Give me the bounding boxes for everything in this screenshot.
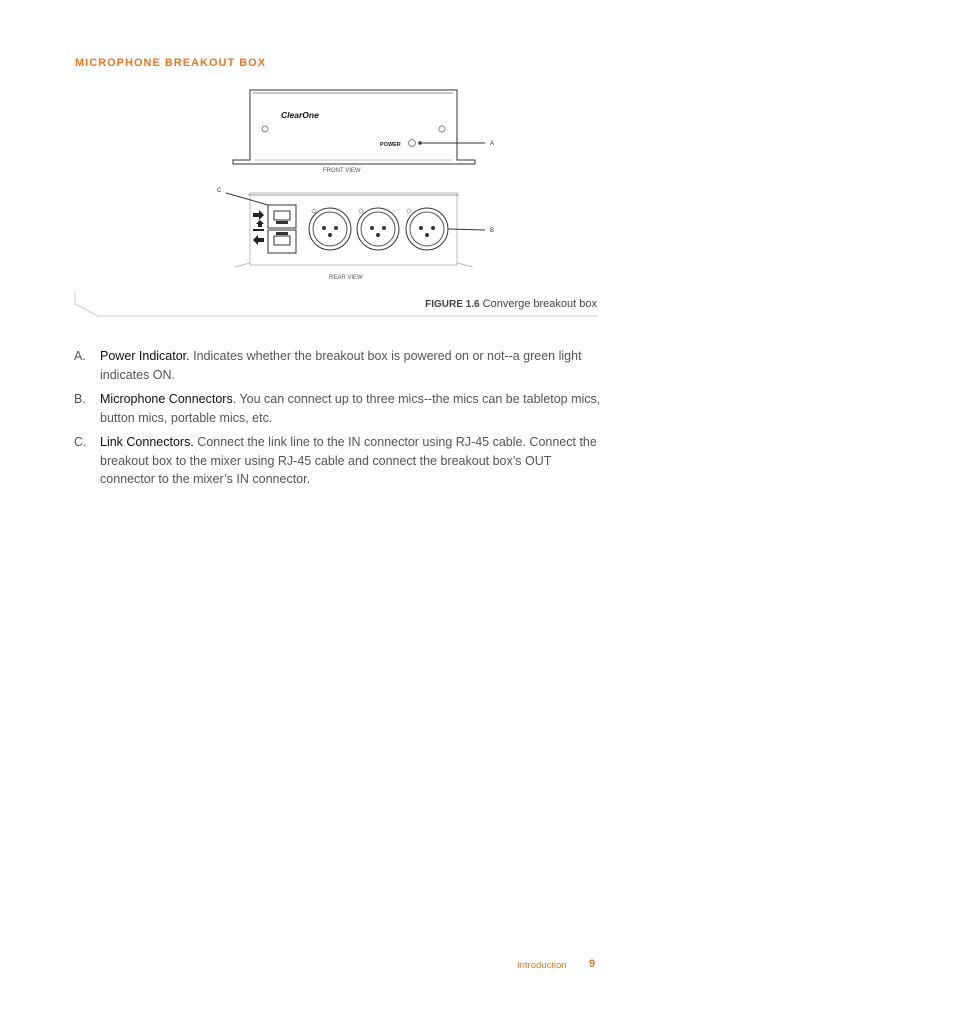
figure-number: FIGURE 1.6 [425, 299, 480, 310]
breakout-box-figure [60, 80, 605, 281]
rear-view-label: REAR VIEW [329, 275, 363, 281]
xlr-connector-2 [357, 208, 399, 250]
callout-b: B [490, 228, 495, 234]
page-number: 9 [589, 958, 596, 970]
callout-c: C [217, 188, 222, 194]
list-item [74, 347, 604, 384]
item-term: Power Indicator. [100, 349, 190, 363]
xlr-connector-1 [309, 208, 351, 250]
item-text: Connect the link line to the IN connector using RJ-45 cable. Connect the breakout box to the mixer using RJ-45 cable and connect the breakout box’s OUT connector to the mixer’s IN connector. [100, 435, 597, 486]
item-letter: A. [74, 349, 86, 363]
item-letter: B. [74, 392, 86, 406]
front-view-label: FRONT VIEW [323, 168, 361, 174]
description-list [74, 347, 604, 495]
power-led-icon [409, 140, 416, 147]
item-term: Microphone Connectors [100, 392, 233, 406]
item-text: Indicates whether the breakout box is powered on or not--a green light indicates ON. [100, 349, 582, 382]
item-letter: C. [74, 435, 87, 449]
footer-section-name: Introduction [517, 960, 567, 971]
link-arrows-icon [253, 210, 264, 245]
front-view-drawing [233, 90, 485, 164]
list-item [74, 390, 604, 427]
rear-view-drawing [226, 193, 485, 267]
xlr-connector-3 [406, 208, 448, 250]
figure-caption-text: Converge breakout box [482, 298, 597, 310]
item-text: . You can connect up to three mics--the mics can be tabletop mics, button mics, portable mics, etc. [100, 392, 601, 425]
rj45-out-port [268, 205, 296, 228]
power-label: POWER [380, 142, 401, 148]
list-item [74, 433, 604, 489]
item-term: Link Connectors. [100, 435, 194, 449]
figure-caption [425, 298, 597, 310]
section-title: MICROPHONE BREAKOUT BOX [75, 57, 267, 69]
brand-logo: ClearOne [281, 110, 319, 120]
callout-a: A [490, 141, 495, 147]
